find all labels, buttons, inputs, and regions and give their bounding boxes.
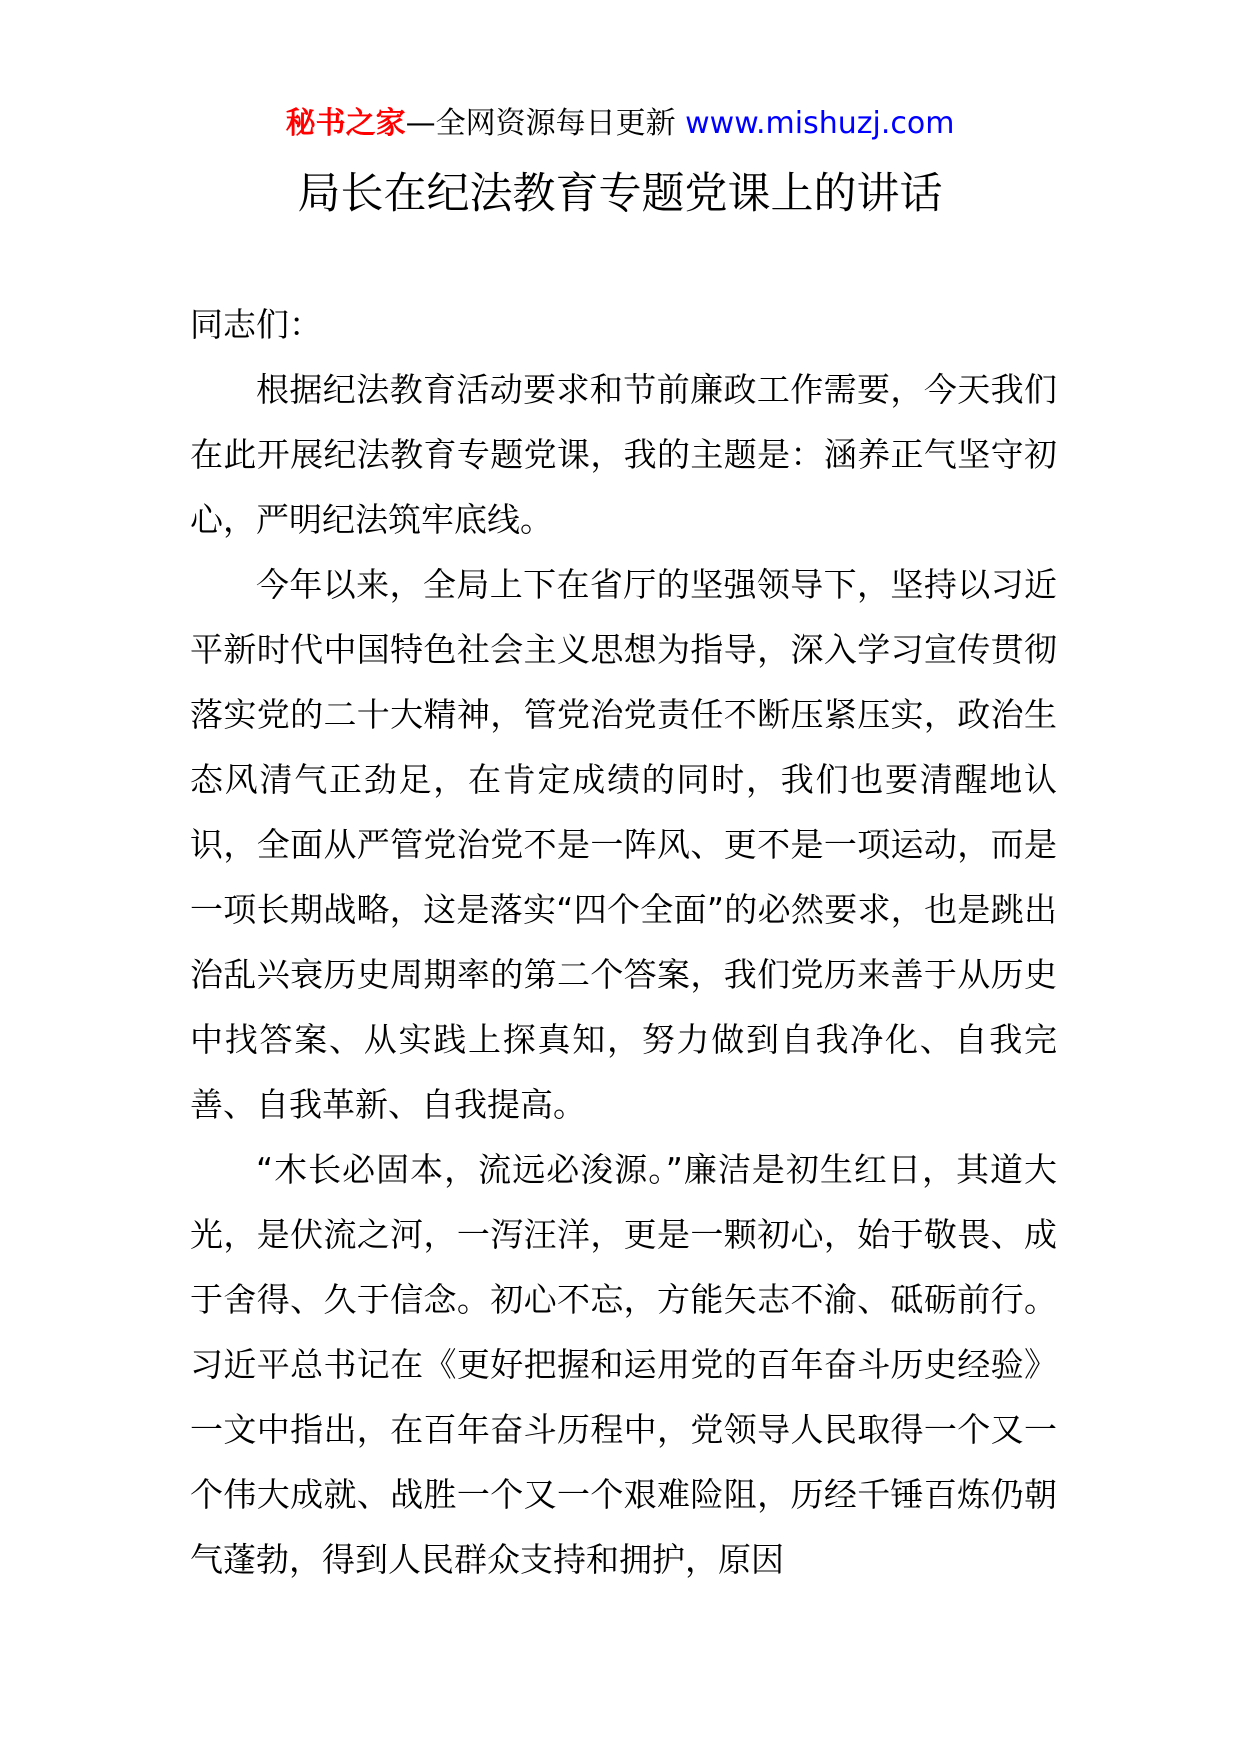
site-header-banner: [0, 104, 1240, 144]
body-paragraph: 根据纪法教育活动要求和节前廉政工作需要，今天我们在此开展纪法教育专题党课，我的主题是：涵养正气坚守初心，严明纪法筑牢底线。: [190, 370, 1057, 539]
document-title: 局长在纪法教育专题党课上的讲话: [297, 169, 943, 219]
body-paragraph: 今年以来，全局上下在省厅的坚强领导下，坚持以习近平新时代中国特色社会主义思想为指导，深入学习宣传贯彻落实党的二十大精神，管党治党责任不断压紧压实，政治生态风清气正劲足，在肯定成绩的同时，我们也要清醒地认识，全面从严管党治党不是一阵风、更不是一项运动，而是一项长期战略，这是落实“四个全面”的必然要求，也是跳出治乱兴衰历史周期率的第二个答案，我们党历来善于从历史中找答案、从实践上探真知，努力做到自我净化、自我完善、自我革新、自我提高。: [190, 565, 1057, 1124]
site-url-link[interactable]: www.mishuzj.com: [685, 106, 955, 141]
document-body: [190, 292, 1057, 1592]
body-paragraph: “木长必固本，流远必浚源。”廉洁是初生红日，其道大光，是伏流之河，一泻汪洋，更是一颗初心，始于敬畏、成于舍得、久于信念。初心不忘，方能矢志不渝、砥砺前行。习近平总书记在《更好把握和运用党的百年奋斗历史经验》一文中指出，在百年奋斗历程中，党领导人民取得一个又一个伟大成就、战胜一个又一个艰难险阻，历经千锤百炼仍朝气蓬勃，得到人民群众支持和拥护，原因: [190, 1150, 1057, 1579]
site-brand: 秘书之家: [285, 106, 406, 141]
site-tagline: —全网资源每日更新: [405, 106, 686, 141]
salutation: 同志们：: [190, 305, 322, 344]
